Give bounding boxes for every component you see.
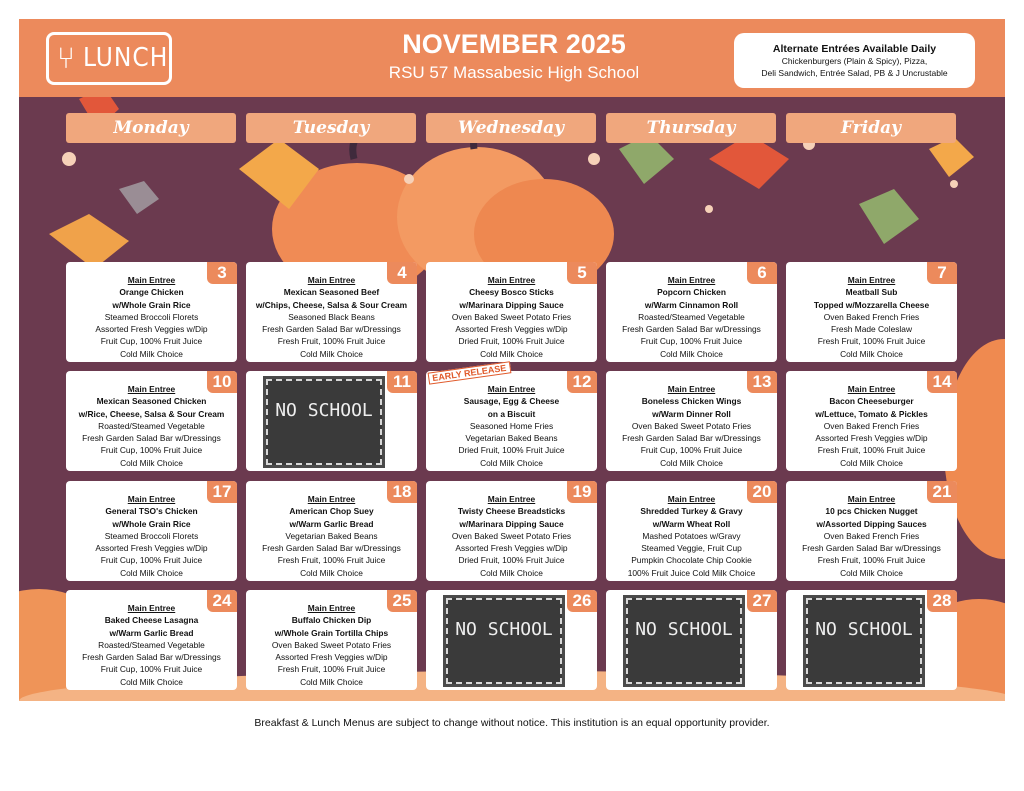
menu-item: Cheesy Bosco Sticks [469, 287, 554, 298]
day-header-friday: Friday [786, 113, 956, 143]
menu-item: Roasted/Steamed Vegetable [638, 311, 745, 322]
alternate-entrees-line: Chickenburgers (Plain & Spicy), Pizza, [781, 56, 928, 66]
main-entree-label: Main Entree [307, 494, 356, 504]
menu-lines [248, 274, 415, 360]
main-entree-label: Main Entree [667, 275, 716, 285]
menu-item: Cold Milk Choice [660, 348, 723, 359]
day-cell [426, 590, 597, 690]
menu-item: Cold Milk Choice [120, 457, 183, 468]
menu-item: Fresh Fruit, 100% Fruit Juice [277, 664, 386, 675]
menu-item: Fruit Cup, 100% Fruit Juice [100, 336, 203, 347]
day-cell [606, 481, 777, 581]
no-school-chalkboard [626, 598, 742, 684]
main-entree-label: Main Entree [847, 384, 896, 394]
date-number: 5 [567, 262, 597, 284]
day-cell [66, 371, 237, 471]
menu-item: Orange Chicken [119, 287, 184, 298]
menu-item: Mexican Seasoned Beef [283, 287, 380, 298]
logo-label: LUNCH [83, 43, 169, 73]
menu-item: Cold Milk Choice [840, 457, 903, 468]
day-cell [786, 590, 957, 690]
date-number: 24 [207, 590, 237, 612]
day-cell [246, 262, 417, 362]
day-cell [426, 262, 597, 362]
date-number: 4 [387, 262, 417, 284]
day-cell [786, 262, 957, 362]
menu-lines [68, 493, 235, 579]
menu-item: Vegetarian Baked Beans [465, 433, 558, 444]
day-cell [246, 371, 417, 471]
menu-item: w/Warm Garlic Bread [289, 518, 374, 529]
day-cell [246, 481, 417, 581]
date-number: 7 [927, 262, 957, 284]
main-entree-label: Main Entree [127, 275, 176, 285]
menu-item: w/Warm Cinnamon Roll [644, 299, 739, 310]
fork-icon: ⑂ [57, 41, 75, 76]
menu-item: Roasted/Steamed Vegetable [98, 639, 205, 650]
menu-lines [248, 493, 415, 579]
menu-item: w/Whole Grain Tortilla Chips [274, 627, 389, 638]
menu-item: Assorted Fresh Veggies w/Dip [275, 652, 388, 663]
menu-item: Assorted Fresh Veggies w/Dip [455, 324, 568, 335]
menu-lines [68, 274, 235, 360]
main-entree-label: Main Entree [847, 494, 896, 504]
date-number: 26 [567, 590, 597, 612]
menu-item: w/Chips, Cheese, Salsa & Sour Cream [255, 299, 408, 310]
menu-item: Fresh Garden Salad Bar w/Dressings [262, 324, 401, 335]
main-entree-label: Main Entree [487, 275, 536, 285]
date-number: 20 [747, 481, 777, 503]
menu-item: Fresh Garden Salad Bar w/Dressings [82, 433, 221, 444]
date-number: 6 [747, 262, 777, 284]
menu-item: Seasoned Black Beans [288, 311, 375, 322]
menu-item: Dried Fruit, 100% Fruit Juice [458, 336, 565, 347]
menu-item: Cold Milk Choice [840, 348, 903, 359]
main-entree-label: Main Entree [667, 384, 716, 394]
menu-item: Fresh Fruit, 100% Fruit Juice [277, 336, 386, 347]
menu-lines [428, 274, 595, 360]
main-entree-label: Main Entree [307, 603, 356, 613]
menu-lines [608, 383, 775, 469]
menu-item: Fruit Cup, 100% Fruit Juice [100, 664, 203, 675]
date-number: 19 [567, 481, 597, 503]
menu-item: Oven Baked Sweet Potato Fries [451, 530, 572, 541]
menu-item: Oven Baked Sweet Potato Fries [631, 420, 752, 431]
menu-item: Cold Milk Choice [300, 348, 363, 359]
menu-item: w/Warm Wheat Roll [652, 518, 731, 529]
menu-item: w/Lettuce, Tomato & Pickles [815, 408, 928, 419]
alternate-entrees-line: Deli Sandwich, Entrée Salad, PB & J Uncrustable [761, 68, 948, 78]
day-cell [66, 262, 237, 362]
day-cell [786, 481, 957, 581]
menu-item: Steamed Broccoli Florets [104, 530, 199, 541]
menu-lines [428, 383, 595, 469]
menu-item: Cold Milk Choice [300, 567, 363, 578]
date-number: 11 [387, 371, 417, 393]
main-entree-label: Main Entree [487, 384, 536, 394]
menu-item: Fresh Fruit, 100% Fruit Juice [817, 555, 926, 566]
menu-item: 100% Fruit Juice Cold Milk Choice [627, 567, 756, 578]
menu-item: Oven Baked French Fries [823, 530, 920, 541]
date-number: 27 [747, 590, 777, 612]
menu-item: Vegetarian Baked Beans [285, 530, 378, 541]
menu-item: w/Whole Grain Rice [112, 518, 191, 529]
menu-lines [428, 493, 595, 579]
menu-item: w/Assorted Dipping Sauces [816, 518, 927, 529]
menu-item: Fresh Fruit, 100% Fruit Juice [277, 555, 386, 566]
menu-item: Seasoned Home Fries [469, 420, 554, 431]
menu-item: w/Warm Garlic Bread [109, 627, 194, 638]
menu-lines [788, 493, 955, 579]
menu-item: Shredded Turkey & Gravy [640, 506, 743, 517]
alternate-entrees-box [734, 33, 975, 88]
day-cell [246, 590, 417, 690]
menu-item: Fresh Fruit, 100% Fruit Juice [817, 445, 926, 456]
menu-item: Assorted Fresh Veggies w/Dip [455, 543, 568, 554]
menu-item: Fresh Garden Salad Bar w/Dressings [262, 543, 401, 554]
menu-item: Fruit Cup, 100% Fruit Juice [640, 336, 743, 347]
menu-item: Cold Milk Choice [300, 676, 363, 687]
menu-item: Fruit Cup, 100% Fruit Juice [100, 555, 203, 566]
day-cell [606, 590, 777, 690]
footer-disclaimer: Breakfast & Lunch Menus are subject to change without notice. This institution is an equal opportunity provider. [254, 717, 770, 729]
main-entree-label: Main Entree [847, 275, 896, 285]
menu-item: American Chop Suey [289, 506, 374, 517]
main-entree-label: Main Entree [127, 494, 176, 504]
main-entree-label: Main Entree [127, 603, 176, 613]
date-number: 25 [387, 590, 417, 612]
menu-item: Cold Milk Choice [120, 676, 183, 687]
menu-item: Fresh Garden Salad Bar w/Dressings [82, 652, 221, 663]
menu-item: Assorted Fresh Veggies w/Dip [815, 433, 928, 444]
menu-item: Steamed Veggie, Fruit Cup [641, 543, 742, 554]
menu-item: Fruit Cup, 100% Fruit Juice [100, 445, 203, 456]
menu-item: Cold Milk Choice [480, 457, 543, 468]
menu-item: Assorted Fresh Veggies w/Dip [95, 543, 208, 554]
menu-item: General TSO's Chicken [105, 506, 198, 517]
header-bar [19, 19, 1005, 97]
menu-item: Fruit Cup, 100% Fruit Juice [640, 445, 743, 456]
menu-item: Fresh Fruit, 100% Fruit Juice [817, 336, 926, 347]
date-number: 28 [927, 590, 957, 612]
menu-item: Oven Baked Sweet Potato Fries [451, 311, 572, 322]
day-cell [426, 481, 597, 581]
menu-item: Meatball Sub [845, 287, 898, 298]
menu-item: Sausage, Egg & Cheese [463, 396, 560, 407]
menu-lines [68, 383, 235, 469]
menu-lines [608, 274, 775, 360]
day-cell [66, 481, 237, 581]
date-number: 17 [207, 481, 237, 503]
no-school-label: NO SCHOOL [815, 619, 913, 640]
menu-item: Fresh Garden Salad Bar w/Dressings [622, 433, 761, 444]
menu-item: Cold Milk Choice [120, 567, 183, 578]
date-number: 10 [207, 371, 237, 393]
menu-item: Oven Baked French Fries [823, 420, 920, 431]
menu-item: Cold Milk Choice [840, 567, 903, 578]
menu-item: Steamed Broccoli Florets [104, 311, 199, 322]
menu-item: Cold Milk Choice [480, 567, 543, 578]
menu-item: Dried Fruit, 100% Fruit Juice [458, 445, 565, 456]
no-school-label: NO SCHOOL [275, 400, 373, 421]
menu-item: 10 pcs Chicken Nugget [825, 506, 918, 517]
menu-item: on a Biscuit [487, 408, 536, 419]
day-cell [66, 590, 237, 690]
date-number: 13 [747, 371, 777, 393]
date-number: 12 [567, 371, 597, 393]
menu-item: Cold Milk Choice [480, 348, 543, 359]
menu-item: Mexican Seasoned Chicken [96, 396, 207, 407]
lunch-logo [46, 32, 172, 85]
date-number: 21 [927, 481, 957, 503]
menu-item: w/Whole Grain Rice [112, 299, 191, 310]
menu-item: Fresh Garden Salad Bar w/Dressings [622, 324, 761, 335]
main-entree-label: Main Entree [667, 494, 716, 504]
no-school-chalkboard [266, 379, 382, 465]
menu-item: Cold Milk Choice [660, 457, 723, 468]
page-title: NOVEMBER 2025 [402, 29, 626, 59]
menu-item: Fresh Made Coleslaw [831, 324, 912, 335]
menu-item: Cold Milk Choice [120, 348, 183, 359]
menu-item: Mashed Potatoes w/Gravy [642, 530, 741, 541]
menu-item: Assorted Fresh Veggies w/Dip [95, 324, 208, 335]
menu-item: Twisty Cheese Breadsticks [457, 506, 566, 517]
no-school-chalkboard [446, 598, 562, 684]
menu-lines [248, 602, 415, 688]
menu-lines [68, 602, 235, 688]
menu-item: w/Marinara Dipping Sauce [459, 299, 564, 310]
menu-item: w/Rice, Cheese, Salsa & Sour Cream [78, 408, 225, 419]
menu-item: Oven Baked Sweet Potato Fries [271, 639, 392, 650]
menu-item: w/Warm Dinner Roll [652, 408, 731, 419]
school-name: RSU 57 Massabesic High School [388, 63, 640, 82]
date-number: 18 [387, 481, 417, 503]
day-cell [606, 262, 777, 362]
day-header-thursday: Thursday [606, 113, 776, 143]
no-school-label: NO SCHOOL [635, 619, 733, 640]
menu-item: Bacon Cheeseburger [829, 396, 914, 407]
day-cell [786, 371, 957, 471]
date-number: 3 [207, 262, 237, 284]
menu-item: Oven Baked French Fries [823, 311, 920, 322]
day-header-monday: Monday [66, 113, 236, 143]
day-header-tuesday: Tuesday [246, 113, 416, 143]
menu-lines [788, 383, 955, 469]
menu-item: Buffalo Chicken Dip [291, 615, 372, 626]
main-entree-label: Main Entree [307, 275, 356, 285]
menu-item: w/Marinara Dipping Sauce [459, 518, 564, 529]
menu-item: Roasted/Steamed Vegetable [98, 420, 205, 431]
menu-item: Pumpkin Chocolate Chip Cookie [631, 555, 752, 566]
no-school-label: NO SCHOOL [455, 619, 553, 640]
menu-lines [608, 493, 775, 579]
menu-lines [788, 274, 955, 360]
alternate-entrees-title: Alternate Entrées Available Daily [772, 43, 937, 55]
menu-item: Topped w/Mozzarella Cheese [813, 299, 930, 310]
menu-item: Dried Fruit, 100% Fruit Juice [458, 555, 565, 566]
day-cell [426, 362, 597, 471]
menu-item: Baked Cheese Lasagna [104, 615, 199, 626]
menu-item: Fresh Garden Salad Bar w/Dressings [802, 543, 941, 554]
early-release-badge: EARLY RELEASE [428, 361, 511, 384]
day-cell [606, 371, 777, 471]
day-header-wednesday: Wednesday [426, 113, 596, 143]
menu-poster [19, 19, 1005, 701]
date-number: 14 [927, 371, 957, 393]
no-school-chalkboard [806, 598, 922, 684]
main-entree-label: Main Entree [487, 494, 536, 504]
main-entree-label: Main Entree [127, 384, 176, 394]
menu-item: Popcorn Chicken [657, 287, 726, 298]
menu-item: Boneless Chicken Wings [641, 396, 742, 407]
